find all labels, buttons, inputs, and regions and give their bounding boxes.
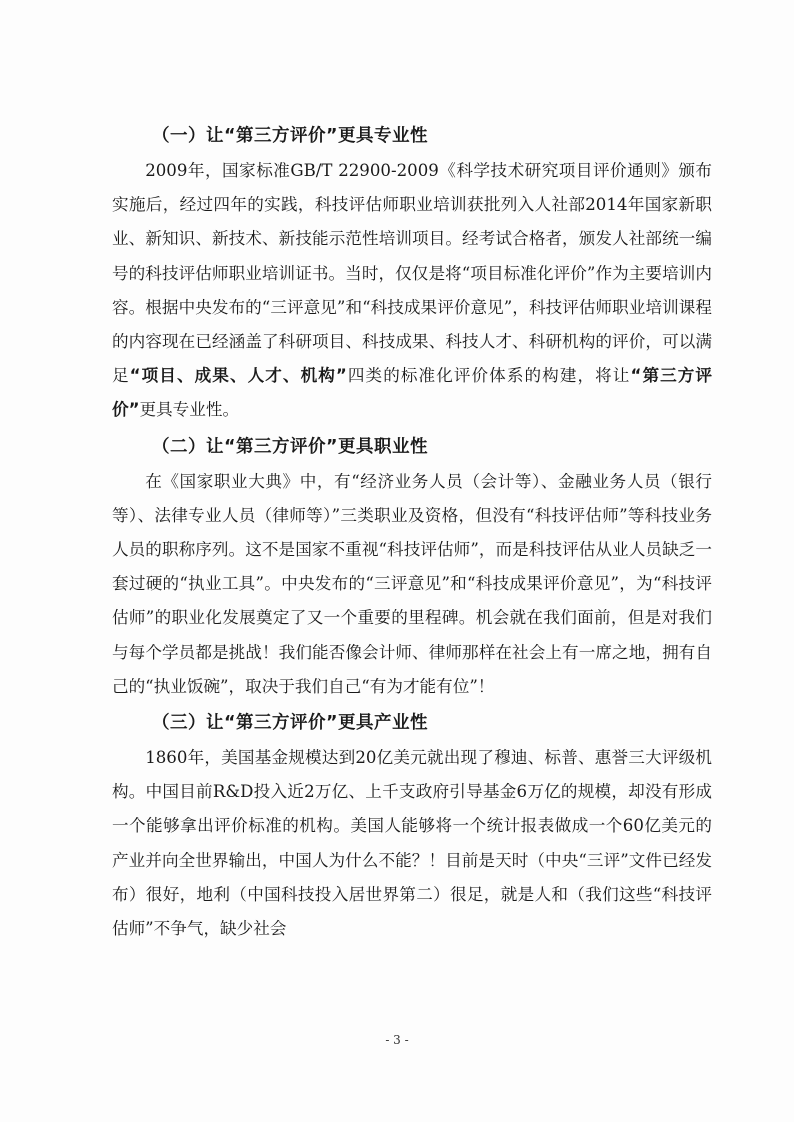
document-body	[112, 118, 712, 946]
paragraph-text: 四类的标准化评价体系的构建，将让	[346, 366, 631, 386]
section-paragraph-1	[112, 154, 712, 428]
section-heading-2: （二）让“第三方评价”更具职业性	[152, 436, 429, 457]
page-number: - 3 -	[385, 1033, 409, 1047]
section-paragraph-2	[112, 465, 712, 704]
section-heading-3: （三）让“第三方评价”更具产业性	[152, 713, 429, 734]
emphasis-text: “第三方评价”	[112, 366, 713, 420]
paragraph-text: 更具专业性。	[139, 400, 240, 420]
emphasis-text: “项目、成果、人才、机构”	[129, 366, 347, 386]
section-paragraph-3	[112, 741, 712, 946]
paragraph-text: 1860年，美国基金规模达到20亿美元就出现了穆迪、标普、惠誉三大评级机构。中国目前R&D投入近2万亿、上千支政府引导基金6万亿的规模，却没有形成一个能够拿出评价标准的机构。美国人能够将一个统计报表做成一个60亿美元的产业并向全世界输出，中国人为什么不能？！目前是天时（中央“三评”文件已经发布）很好，地利（中国科技投入居世界第二）很足，就是人和（我们这些“科技评估师”不争气，缺少社会	[112, 748, 712, 939]
section-heading-1: （一）让“第三方评价”更具专业性	[152, 126, 429, 146]
paragraph-text: 在《国家职业大典》中，有“经济业务人员（会计等）、金融业务人员（银行等）、法律专业人员（律师等）”三类职业及资格，但没有“科技评估师”等科技业务人员的职称序列。这不是国家不重视“科技评估师”，而是科技评估从业人员缺乏一套过硬的“执业工具”。中央发布的“三评意见”和“科技成果评价意见”，为“科技评估师”的职业化发展奠定了又一个重要的里程碑。机会就在我们面前，但是对我们与每个学员都是挑战！我们能否像会计师、律师那样在社会上有一席之地，拥有自己的“执业饭碗”，取决于我们自己“有为才能有位”！	[112, 471, 712, 696]
paragraph-text: 2009年，国家标准GB/T 22900-2009《科学技术研究项目评价通则》颁布实施后，经过四年的实践，科技评估师职业培训获批列入人社部2014年国家新职业、新知识、新技术、新技能示范性培训项目。经考试合格者，颁发人社部统一编号的科技评估师职业培训证书。当时，仅仅是将“项目标准化评价”作为主要培训内容。根据中央发布的“三评意见”和“科技成果评价意见”，科技评估师职业培训课程的内容现在已经涵盖了科研项目、科技成果、科技人才、科研机构的评价，可以满足	[112, 161, 712, 386]
